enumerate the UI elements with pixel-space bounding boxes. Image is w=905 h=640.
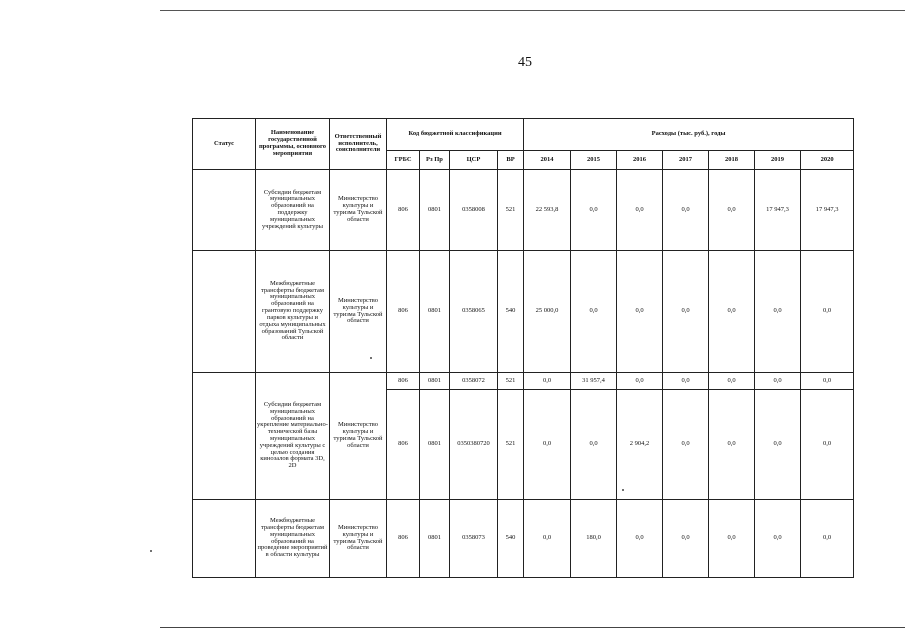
cell-rzpr: 0801	[420, 170, 450, 251]
table-row	[193, 170, 854, 251]
cell-vr: 521	[498, 390, 524, 500]
cell-2016: 0,0	[617, 500, 663, 578]
row-status	[193, 373, 256, 500]
row-executor: Министерство культуры и туризма Тульской области	[330, 373, 387, 500]
cell-2018: 0,0	[709, 390, 755, 500]
cell-vr: 540	[498, 500, 524, 578]
row-name: Межбюджетные трансферты бюджетам муниципальных образований на грантовую поддержку парков культуры и отдыха муниципальных образований Тульской области	[256, 251, 330, 373]
cell-grbs: 806	[387, 500, 420, 578]
row-status	[193, 170, 256, 251]
cell-rzpr: 0801	[420, 390, 450, 500]
cell-grbs: 806	[387, 373, 420, 390]
cell-2019: 0,0	[755, 390, 801, 500]
cell-2017: 0,0	[663, 390, 709, 500]
cell-2014: 0,0	[524, 390, 571, 500]
cell-2017: 0,0	[663, 500, 709, 578]
cell-2019: 0,0	[755, 251, 801, 373]
budget-table	[192, 118, 854, 578]
cell-2015: 0,0	[571, 170, 617, 251]
cell-2020: 0,0	[801, 390, 854, 500]
cell-2018: 0,0	[709, 170, 755, 251]
top-rule	[160, 10, 905, 11]
row-executor: Министерство культуры и туризма Тульской области	[330, 251, 387, 373]
header-status: Статус	[193, 119, 256, 170]
cell-2014: 25 000,0	[524, 251, 571, 373]
row-executor: Министерство культуры и туризма Тульской области	[330, 170, 387, 251]
cell-2018: 0,0	[709, 373, 755, 390]
cell-vr: 521	[498, 170, 524, 251]
header-year-2014: 2014	[524, 151, 571, 170]
header-row-1	[193, 119, 854, 151]
scan-speck	[370, 357, 372, 359]
cell-2014: 0,0	[524, 373, 571, 390]
cell-2017: 0,0	[663, 251, 709, 373]
cell-2015: 0,0	[571, 251, 617, 373]
cell-2020: 0,0	[801, 251, 854, 373]
bottom-rule	[160, 627, 905, 628]
cell-grbs: 806	[387, 170, 420, 251]
cell-2015: 180,0	[571, 500, 617, 578]
cell-2020: 0,0	[801, 373, 854, 390]
cell-rzpr: 0801	[420, 373, 450, 390]
cell-vr: 521	[498, 373, 524, 390]
cell-2018: 0,0	[709, 251, 755, 373]
header-expenses: Расходы (тыс. руб.), годы	[524, 119, 854, 151]
cell-csr: 0350380720	[450, 390, 498, 500]
cell-2016: 0,0	[617, 373, 663, 390]
header-grbs: ГРБС	[387, 151, 420, 170]
cell-vr: 540	[498, 251, 524, 373]
header-executor: Ответственный исполнитель, соисполнители	[330, 119, 387, 170]
cell-csr: 0358073	[450, 500, 498, 578]
cell-2015: 0,0	[571, 390, 617, 500]
header-year-2016: 2016	[617, 151, 663, 170]
header-year-2018: 2018	[709, 151, 755, 170]
cell-2019: 0,0	[755, 373, 801, 390]
cell-2015: 31 957,4	[571, 373, 617, 390]
header-budget-code: Код бюджетной классификации	[387, 119, 524, 151]
cell-2017: 0,0	[663, 373, 709, 390]
table-row	[193, 500, 854, 578]
row-status	[193, 251, 256, 373]
page-number: 45	[518, 55, 532, 70]
row-name: Межбюджетные трансферты бюджетам муниципальных образований на проведение мероприятий в области культуры	[256, 500, 330, 578]
cell-2018: 0,0	[709, 500, 755, 578]
row-executor: Министерство культуры и туризма Тульской области	[330, 500, 387, 578]
cell-2016: 2 904,2	[617, 390, 663, 500]
header-name: Наименование государственной программы, основного мероприятия	[256, 119, 330, 170]
header-year-2015: 2015	[571, 151, 617, 170]
cell-csr: 0358008	[450, 170, 498, 251]
header-vr: ВР	[498, 151, 524, 170]
row-name: Субсидии бюджетам муниципальных образований на поддержку муниципальных учреждений культуры	[256, 170, 330, 251]
cell-2016: 0,0	[617, 251, 663, 373]
header-year-2017: 2017	[663, 151, 709, 170]
cell-rzpr: 0801	[420, 500, 450, 578]
cell-2014: 22 593,8	[524, 170, 571, 251]
row-name: Субсидии бюджетам муниципальных образований на укрепление материально-технической базы муниципальных учреждений культуры с целью создания кинозалов формата 3D, 2D	[256, 373, 330, 500]
cell-2017: 0,0	[663, 170, 709, 251]
table-row	[193, 251, 854, 373]
header-year-2020: 2020	[801, 151, 854, 170]
cell-csr: 0358065	[450, 251, 498, 373]
cell-2016: 0,0	[617, 170, 663, 251]
header-rzpr: Рз Пр	[420, 151, 450, 170]
cell-csr: 0358072	[450, 373, 498, 390]
scan-speck	[622, 489, 624, 491]
cell-grbs: 806	[387, 251, 420, 373]
cell-rzpr: 0801	[420, 251, 450, 373]
cell-2020: 0,0	[801, 500, 854, 578]
header-year-2019: 2019	[755, 151, 801, 170]
scan-speck	[150, 550, 152, 552]
cell-grbs: 806	[387, 390, 420, 500]
row-status	[193, 500, 256, 578]
cell-2020: 17 947,3	[801, 170, 854, 251]
header-csr: ЦСР	[450, 151, 498, 170]
cell-2014: 0,0	[524, 500, 571, 578]
cell-2019: 17 947,3	[755, 170, 801, 251]
table-row	[193, 373, 854, 390]
cell-2019: 0,0	[755, 500, 801, 578]
